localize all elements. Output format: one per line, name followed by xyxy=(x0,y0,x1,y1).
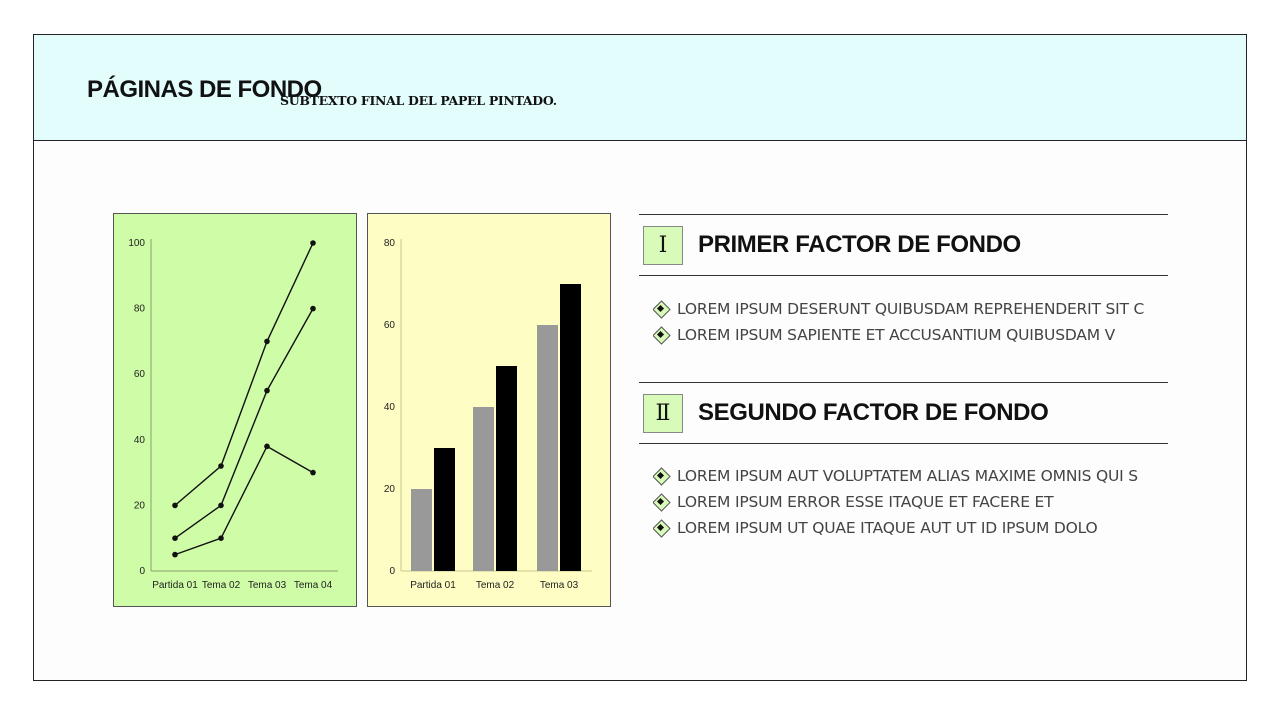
series-3-point xyxy=(310,470,316,476)
factor-2-bullet-1 xyxy=(653,466,1168,486)
bullet-text: LOREM IPSUM ERROR ESSE ITAQUE ET FACERE ET xyxy=(677,493,1054,511)
y-tick-label: 0 xyxy=(389,566,395,577)
y-tick-label: 60 xyxy=(133,369,145,381)
series-1-bar xyxy=(537,325,558,571)
factor-1-bottom-rule xyxy=(639,275,1168,276)
series-2-bar xyxy=(434,448,455,571)
x-tick-label: Tema 03 xyxy=(247,580,287,591)
y-tick-label: 100 xyxy=(128,238,145,249)
series-1-point xyxy=(172,503,178,509)
factor-2-title: SEGUNDO FACTOR DE FONDO xyxy=(698,399,1049,426)
series-1-bar xyxy=(473,407,494,571)
y-tick-label: 40 xyxy=(383,402,395,413)
bullet-text: LOREM IPSUM UT QUAE ITAQUE AUT UT ID IPSUM DOLO xyxy=(677,519,1098,537)
bullet-text: LOREM IPSUM AUT VOLUPTATEM ALIAS MAXIME OMNIS QUI S xyxy=(677,467,1138,485)
series-1-point xyxy=(218,463,224,469)
diamond-bullet-icon xyxy=(653,327,669,343)
factor-2-top-rule xyxy=(639,382,1168,383)
diamond-bullet-icon xyxy=(653,520,669,536)
diamond-bullet-icon xyxy=(653,301,669,317)
factor-1-title: PRIMER FACTOR DE FONDO xyxy=(698,231,1021,258)
y-tick-label: 20 xyxy=(133,500,145,512)
x-tick-label: Partida 01 xyxy=(152,580,198,591)
x-tick-label: Partida 01 xyxy=(410,580,456,591)
series-3-point xyxy=(172,552,178,558)
factor-2-bullet-3 xyxy=(653,518,1168,538)
series-2-line xyxy=(175,309,313,539)
factor-1-bullet-2 xyxy=(653,325,1168,345)
series-1-point xyxy=(264,339,270,345)
factor-2-numeral-badge: Ⅱ xyxy=(643,394,683,433)
diamond-bullet-icon xyxy=(653,468,669,484)
bar-chart-panel xyxy=(367,213,611,607)
series-1-line xyxy=(175,243,313,505)
diamond-bullet-icon xyxy=(653,494,669,510)
x-tick-label: Tema 02 xyxy=(201,580,241,591)
slide-frame xyxy=(33,34,1247,681)
line-chart-panel xyxy=(113,213,357,607)
y-tick-label: 20 xyxy=(383,484,395,495)
y-tick-label: 40 xyxy=(133,434,145,446)
bar-chart xyxy=(368,214,612,608)
series-3-point xyxy=(218,535,224,541)
factor-1-numeral-badge: Ⅰ xyxy=(643,226,683,265)
series-3-line xyxy=(175,446,313,554)
y-tick-label: 80 xyxy=(133,303,145,315)
header-band xyxy=(34,35,1246,141)
series-1-point xyxy=(310,240,316,246)
series-2-point xyxy=(264,388,270,394)
x-tick-label: Tema 03 xyxy=(539,580,579,591)
series-2-point xyxy=(310,306,316,312)
y-tick-label: 80 xyxy=(383,238,395,249)
series-1-bar xyxy=(411,489,432,571)
series-2-bar xyxy=(560,284,581,571)
bullet-text: LOREM IPSUM DESERUNT QUIBUSDAM REPREHENDERIT SIT C xyxy=(677,300,1145,318)
x-tick-label: Tema 04 xyxy=(293,580,333,591)
y-tick-label: 0 xyxy=(139,566,145,577)
bullet-text: LOREM IPSUM SAPIENTE ET ACCUSANTIUM QUIBUSDAM V xyxy=(677,326,1115,344)
factor-1-top-rule xyxy=(639,214,1168,215)
y-tick-label: 60 xyxy=(383,320,395,331)
page-title: PÁGINAS DE FONDO xyxy=(87,76,322,103)
series-3-point xyxy=(264,444,270,450)
factor-2-bullet-2 xyxy=(653,492,1168,512)
series-2-point xyxy=(172,535,178,541)
factor-1-bullet-1 xyxy=(653,299,1168,319)
page-subtitle: SUBTEXTO FINAL DEL PAPEL PINTADO. xyxy=(280,93,557,108)
series-2-bar xyxy=(496,366,517,571)
factor-2-bottom-rule xyxy=(639,443,1168,444)
x-tick-label: Tema 02 xyxy=(475,580,515,591)
line-chart xyxy=(114,214,358,608)
series-2-point xyxy=(218,503,224,509)
